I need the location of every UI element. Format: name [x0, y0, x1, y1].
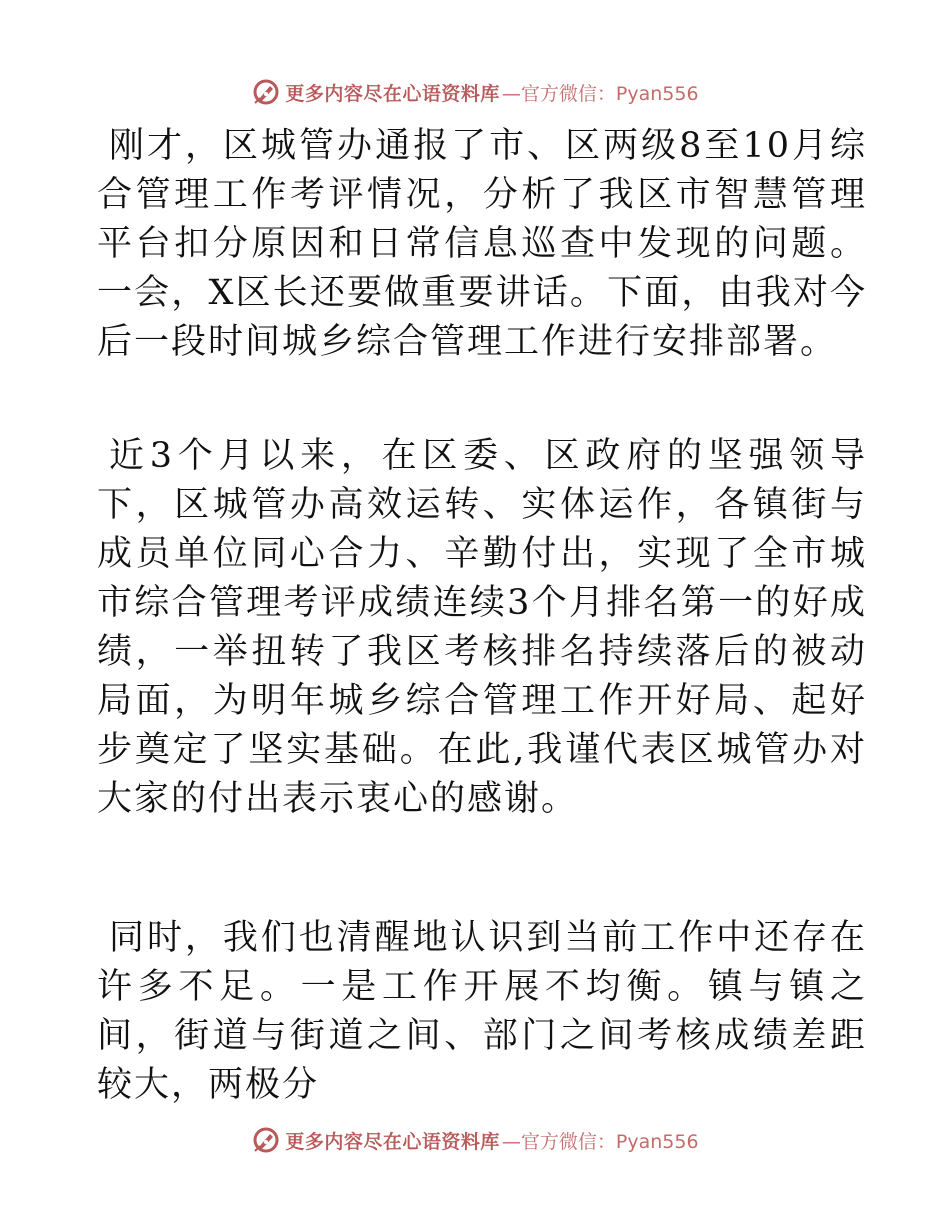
header-banner: [0, 72, 950, 112]
banner-sub-text: —官方微信：Pyan556: [501, 82, 699, 105]
banner-main-text: 更多内容尽在心语资料库: [285, 82, 500, 105]
paragraph-2: 近3个月以来，在区委、区政府的坚强领导下，区城管办高效运转、实体运作，各镇街与成员单位同心合力、辛勤付出，实现了全市城市综合管理考评成绩连续3个月排名第一的好成绩，一举扭转了我区考核排名持续落后的被动局面，为明年城乡综合管理工作开好局、起好步奠定了坚实基础。在此,我谨代表区城管办对大家的付出表示衷心的感谢。: [97, 436, 867, 819]
banner-sub-text: —官方微信：Pyan556: [501, 1130, 699, 1153]
pen-nib-circle-icon: [251, 77, 281, 107]
paragraph-1: 刚才，区城管办通报了市、区两级8至10月综合管理工作考评情况，分析了我区市智慧管理平台扣分原因和日常信息巡查中发现的问题。一会，X区长还要做重要讲话。下面，由我对今后一段时间城乡综合管理工作进行安排部署。: [97, 126, 867, 362]
document-body: [0, 112, 950, 1112]
paragraph-3: 同时，我们也清醒地认识到当前工作中还存在许多不足。一是工作开展不均衡。镇与镇之间，街道与街道之间、部门之间考核成绩差距较大，两极分: [97, 918, 867, 1105]
banner-main-text: 更多内容尽在心语资料库: [285, 1130, 500, 1153]
footer-banner: [0, 1120, 950, 1160]
pen-nib-circle-icon: [251, 1125, 281, 1155]
